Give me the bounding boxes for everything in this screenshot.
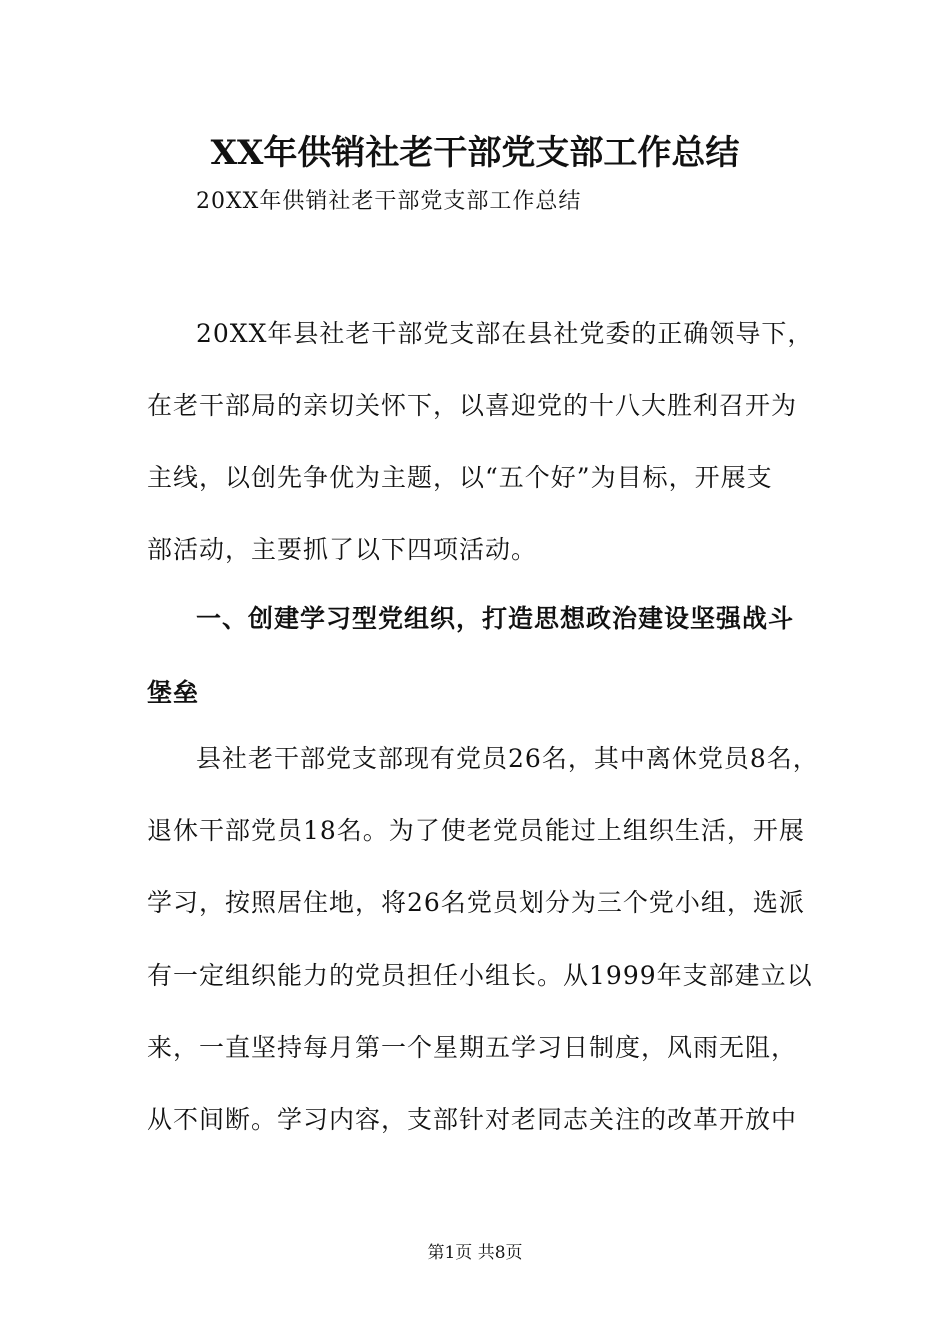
paragraph-line: 主线，以创先争优为主题，以“五个好”为目标，开展支 bbox=[147, 463, 773, 492]
paragraph-line: 学习，按照居住地，将26名党员划分为三个党小组，选派 bbox=[147, 888, 805, 917]
paragraph-line: 退休干部党员18名。为了使老党员能过上组织生活，开展 bbox=[147, 816, 805, 845]
section-heading: 堡垒 bbox=[147, 678, 200, 707]
paragraph-line: 在老干部局的亲切关怀下，以喜迎党的十八大胜利召开为 bbox=[147, 391, 798, 420]
paragraph-line: 来，一直坚持每月第一个星期五学习日制度，风雨无阻， bbox=[147, 1033, 798, 1062]
paragraph-line: 从不间断。学习内容，支部针对老同志关注的改革开放中 bbox=[147, 1105, 798, 1134]
section-heading: 一、创建学习型党组织，打造思想政治建设坚强战斗 bbox=[196, 604, 795, 633]
paragraph-line: 部活动，主要抓了以下四项活动。 bbox=[147, 535, 538, 564]
document-title: XX年供销社老干部党支部工作总结 bbox=[210, 133, 740, 173]
page-footer: 第1页 共8页 bbox=[427, 1243, 523, 1263]
paragraph-line: 20XX年县社老干部党支部在县社党委的正确领导下， bbox=[196, 319, 814, 348]
document-subtitle: 20XX年供销社老干部党支部工作总结 bbox=[196, 189, 582, 214]
paragraph-line: 有一定组织能力的党员担任小组长。从1999年支部建立以 bbox=[147, 961, 813, 990]
paragraph-line: 县社老干部党支部现有党员26名，其中离休党员8名， bbox=[196, 744, 819, 773]
